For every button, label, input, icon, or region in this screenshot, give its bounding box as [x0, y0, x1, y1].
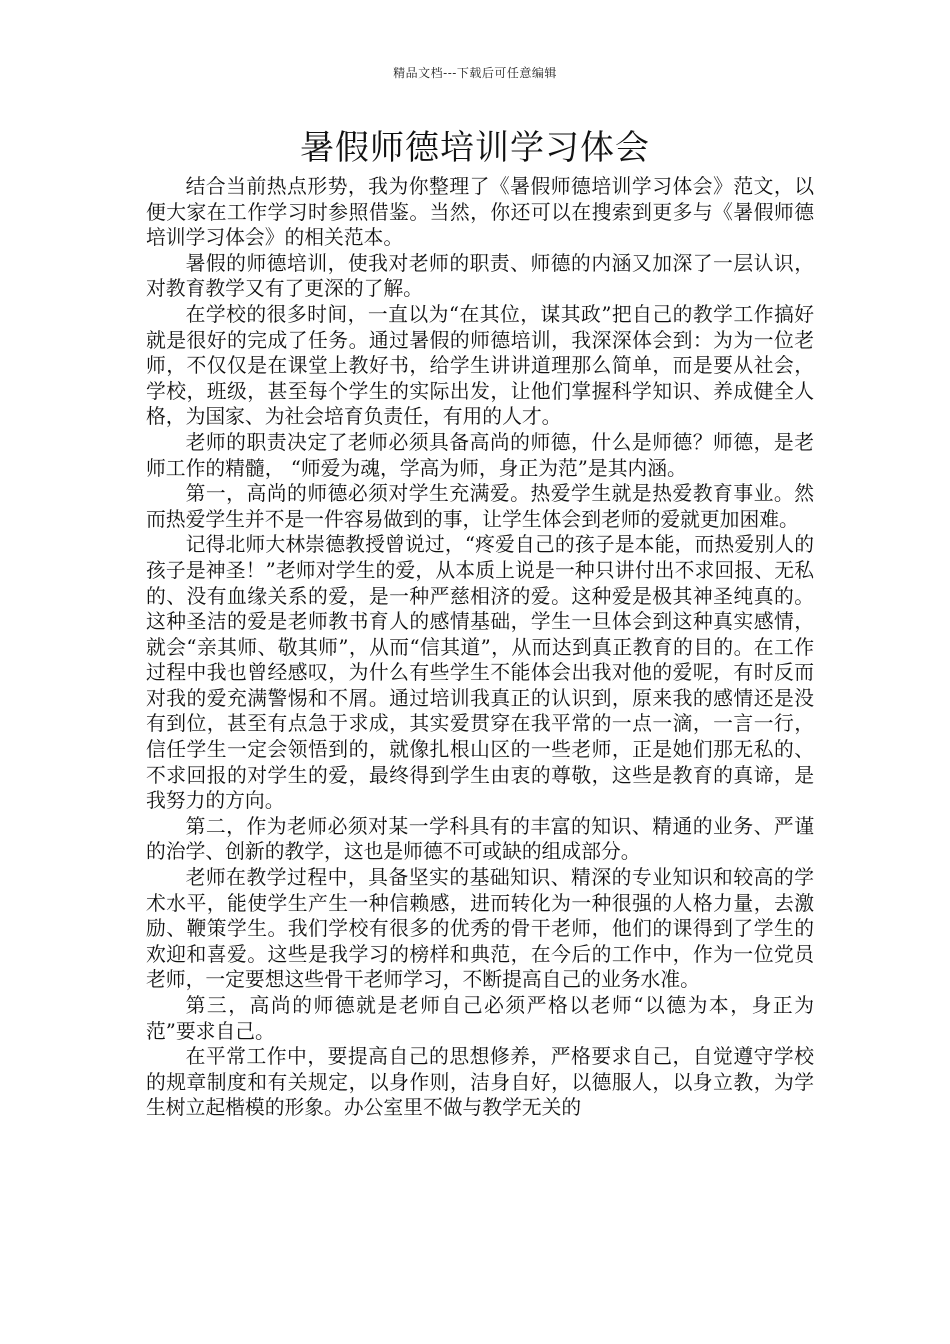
header-note: 精品文档---下载后可任意编辑 [393, 66, 557, 80]
paragraph: 老师在教学过程中，具备坚实的基础知识、精深的专业知识和较高的学术水平，能使学生产生一种信赖感，进而转化为一种很强的人格力量，去激励、鞭策学生。我们学校有很多的优秀的骨干老师，他们的课得到了学生的欢迎和喜爱。这些是我学习的榜样和典范，在今后的工作中，作为一位党员老师，一定要想这些骨干老师学习，不断提高自己的业务水准。 [146, 866, 814, 992]
paragraph: 在平常工作中，要提高自己的思想修养，严格要求自己，自觉遵守学校的规章制度和有关规定，以身作则，洁身自好，以德服人，以身立教，为学生树立起楷模的形象。办公室里不做与教学无关的 [146, 1045, 814, 1120]
document-body [146, 174, 814, 1121]
paragraph: 暑假的师德培训，使我对老师的职责、师德的内涵又加深了一层认识，对教育教学又有了更深的了解。 [146, 251, 814, 301]
paragraph: 第一，高尚的师德必须对学生充满爱。热爱学生就是热爱教育事业。然而热爱学生并不是一件容易做到的事，让学生体会到老师的爱就更加困难。 [146, 482, 814, 531]
paragraph: 第三，高尚的师德就是老师自己必须严格以老师“以德为本，身正为范”要求自己。 [146, 994, 814, 1043]
paragraph: 在学校的很多时间，一直以为“在其位，谋其政”把自己的教学工作搞好就是很好的完成了任务。通过暑假的师德培训，我深深体会到：为为一位老师，不仅仅是在课堂上教好书，给学生讲讲道理那么简单，而是要从社会，学校，班级，甚至每个学生的实际出发，让他们掌握科学知识、养成健全人格，为国家、为社会培育负责任，有用的人才。 [146, 302, 814, 429]
paragraph: 老师的职责决定了老师必须具备高尚的师德，什么是师德？师德，是老师工作的精髓， “师爱为魂，学高为师，身正为范”是其内涵。 [146, 430, 814, 480]
paragraph: 记得北师大林崇德教授曾说过，“疼爱自己的孩子是本能，而热爱别人的孩子是神圣！”老师对学生的爱，从本质上说是一种只讲付出不求回报、无私的、没有血缘关系的爱，是一种严慈相济的爱。这种爱是极其神圣纯真的。这种圣洁的爱是老师教书育人的感情基础，学生一旦体会到这种真实感情，就会“亲其师、敬其师”，从而“信其道”，从而达到真正教育的目的。在工作过程中我也曾经感叹，为什么有些学生不能体会出我对他的爱呢，有时反而对我的爱充满警惕和不屑。通过培训我真正的认识到，原来我的感情还是没有到位，甚至有点急于求成，其实爱贯穿在我平常的一点一滴，一言一行，信任学生一定会领悟到的，就像扎根山区的一些老师，正是她们那无私的、不求回报的对学生的爱，最终得到学生由衷的尊敬，这些是教育的真谛，是我努力的方向。 [146, 533, 814, 813]
paragraph: 第二，作为老师必须对某一学科具有的丰富的知识、精通的业务、严谨的治学、创新的教学，这也是师德不可或缺的组成部分。 [146, 814, 814, 864]
document-title: 暑假师德培训学习体会 [300, 128, 650, 168]
paragraph: 结合当前热点形势，我为你整理了《暑假师德培训学习体会》范文，以便大家在工作学习时参照借鉴。当然，你还可以在搜索到更多与《暑假师德培训学习体会》的相关范本。 [146, 175, 814, 250]
